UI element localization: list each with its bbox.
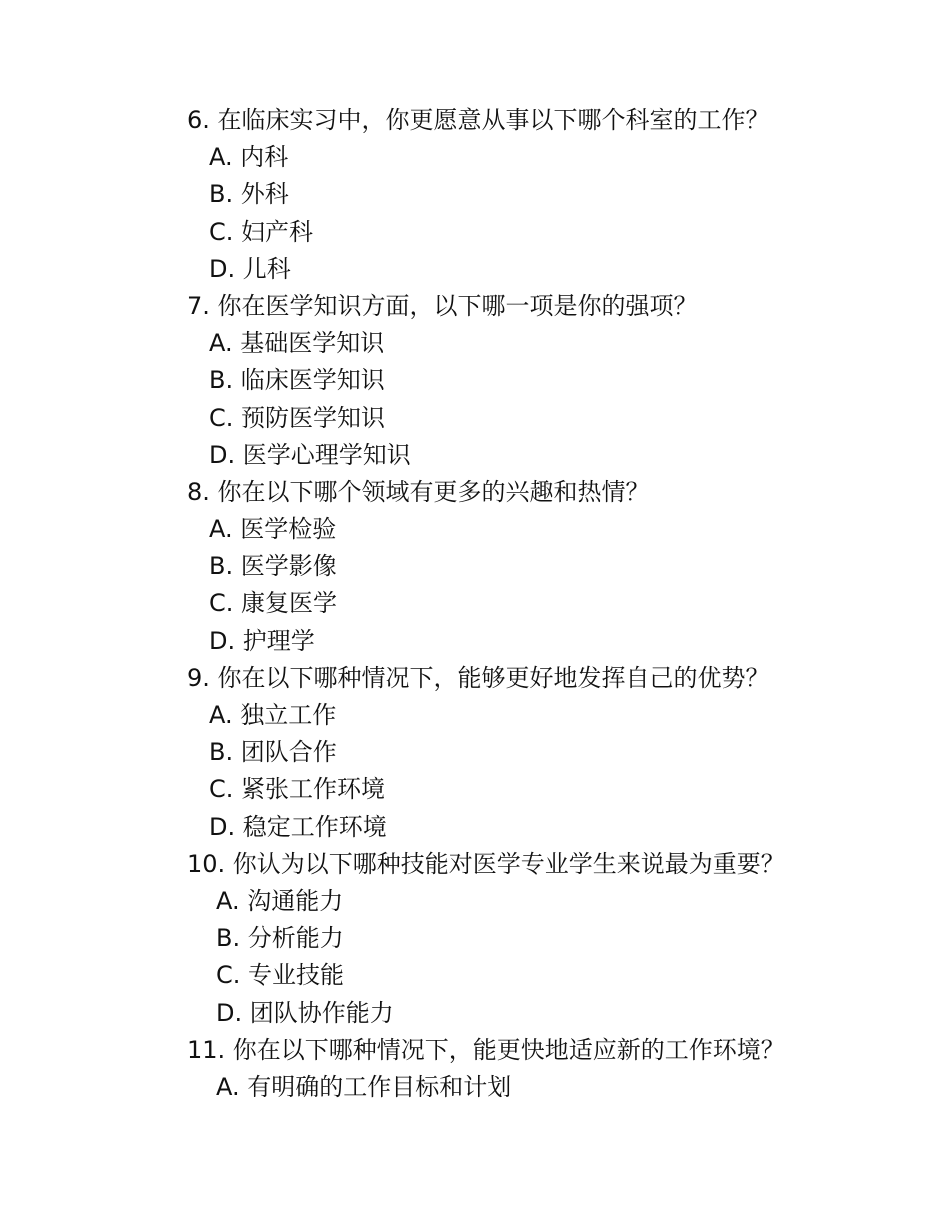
option-c: C. 妇产科 [209,217,314,246]
option-c: C. 专业技能 [216,961,345,990]
option-d: D. 护理学 [209,626,315,655]
question-text: 10. 你认为以下哪种技能对医学专业学生来说最为重要？ [187,849,785,878]
option-a: A. 有明确的工作目标和计划 [216,1072,512,1101]
option-d: D. 儿科 [209,254,291,283]
option-d: D. 稳定工作环境 [209,812,387,841]
option-b: B. 团队合作 [209,738,337,767]
question-10 [187,846,887,1032]
question-7 [187,288,887,474]
option-a: A. 内科 [209,143,289,172]
questionnaire [187,102,887,1106]
question-text: 8. 你在以下哪个领域有更多的兴趣和热情？ [187,477,650,506]
option-c: C. 预防医学知识 [209,403,386,432]
option-b: B. 外科 [209,180,289,209]
option-a: A. 医学检验 [209,515,337,544]
option-b: B. 医学影像 [209,552,337,581]
option-d: D. 医学心理学知识 [209,440,411,469]
option-a: A. 独立工作 [209,701,337,729]
option-a: A. 沟通能力 [216,886,344,915]
option-a: A. 基础医学知识 [209,329,385,358]
option-b: B. 分析能力 [216,924,344,953]
question-11 [187,1032,887,1106]
option-d: D. 团队协作能力 [216,998,394,1027]
question-8 [187,474,887,660]
option-c: C. 康复医学 [209,589,338,618]
option-c: C. 紧张工作环境 [209,775,386,804]
question-9 [187,660,887,846]
option-b: B. 临床医学知识 [209,366,385,395]
question-text: 11. 你在以下哪种情况下，能更快地适应新的工作环境？ [187,1035,785,1064]
question-6 [187,102,887,288]
question-text: 6. 在临床实习中，你更愿意从事以下哪个科室的工作？ [187,106,770,134]
question-text: 9. 你在以下哪种情况下，能够更好地发挥自己的优势？ [187,663,770,692]
question-text: 7. 你在医学知识方面，以下哪一项是你的强项？ [187,291,698,320]
